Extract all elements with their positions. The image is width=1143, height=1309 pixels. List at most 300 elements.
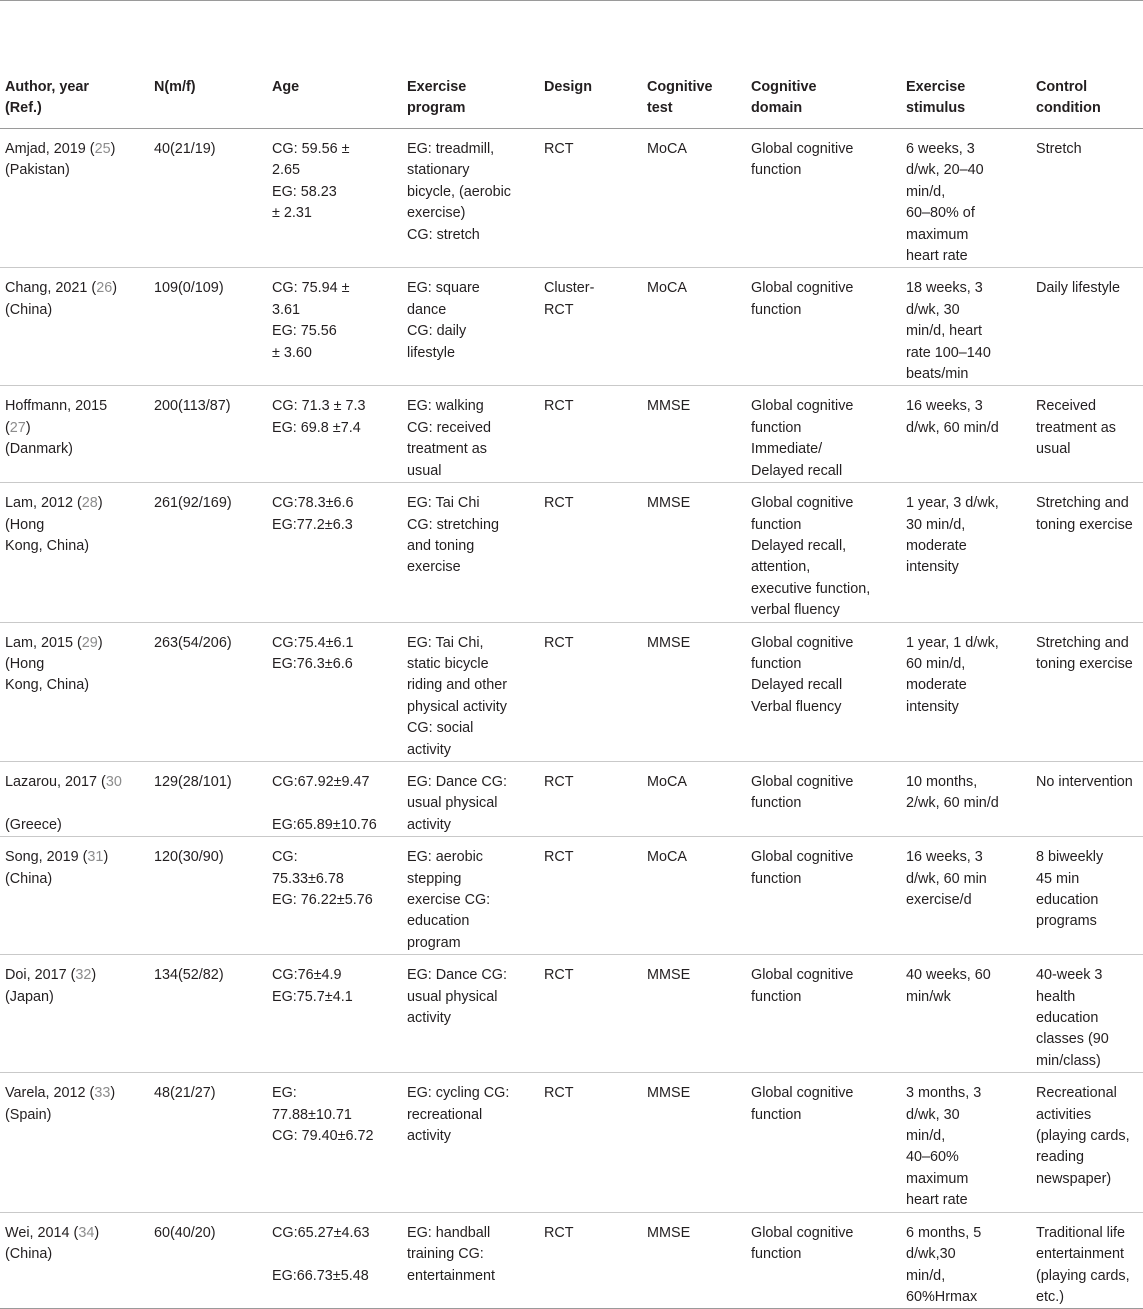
- n-header: [149, 65, 267, 129]
- stimulus-cell: [901, 955, 1031, 1073]
- age-cell-line: EG:: [272, 1085, 297, 1102]
- control-cell-line: Received: [1036, 398, 1096, 415]
- domain-cell-line: Global cognitive: [751, 967, 854, 984]
- stimulus-cell-line: 60%Hrmax: [906, 1288, 978, 1305]
- control-condition-header-line: Control: [1036, 78, 1088, 95]
- control-cell-line: 40-week 3: [1036, 967, 1103, 984]
- program-cell-line: stepping: [407, 870, 462, 887]
- cognitive-domain-header-line: domain: [751, 99, 803, 116]
- program-cell-line: and toning: [407, 537, 475, 554]
- control-cell-line: treatment as: [1036, 419, 1116, 436]
- design-cell: [539, 955, 642, 1073]
- domain-cell-line: function: [751, 419, 802, 436]
- age-cell-line: EG: 69.8 ±7.4: [272, 419, 361, 436]
- test-cell: MoCA: [642, 837, 746, 955]
- program-cell-line: physical activity: [407, 698, 507, 715]
- control-cell: [1031, 837, 1143, 955]
- control-cell-line: 45 min: [1036, 870, 1080, 887]
- program-cell-line: exercise: [407, 559, 461, 576]
- age-cell-line: CG:67.92±9.47: [272, 773, 370, 790]
- stimulus-cell-line: min/d,: [906, 1267, 946, 1284]
- cognitive-test-header-line: Cognitive: [647, 78, 713, 95]
- age-cell-line: EG:77.2±6.3: [272, 516, 353, 533]
- design-cell: [539, 129, 642, 268]
- domain-cell-line: Immediate/: [751, 441, 823, 458]
- author-location-line: (Spain): [5, 1106, 52, 1123]
- control-cell-line: (playing cards,: [1036, 1267, 1130, 1284]
- control-cell-line: entertainment: [1036, 1246, 1124, 1263]
- cognitive-test-header-line: test: [647, 99, 673, 116]
- table-body: [0, 129, 1143, 1309]
- program-cell-line: stationary: [407, 162, 470, 179]
- author-location-line: Kong, China): [5, 537, 89, 554]
- program-cell-line: EG: Dance CG:: [407, 773, 507, 790]
- control-cell-line: reading: [1036, 1149, 1085, 1166]
- test-cell: MMSE: [642, 1212, 746, 1309]
- stimulus-cell-line: min/d,: [906, 183, 946, 200]
- stimulus-cell: [901, 268, 1031, 386]
- age-cell-line: EG:66.73±5.48: [272, 1267, 369, 1284]
- program-cell-line: exercise CG:: [407, 892, 491, 908]
- stimulus-cell-line: 6 weeks, 3: [906, 141, 975, 157]
- program-cell: [402, 129, 539, 268]
- control-cell-line: min/class): [1036, 1052, 1101, 1069]
- domain-cell: [746, 1212, 901, 1309]
- design-header: [539, 65, 642, 129]
- stimulus-cell-line: d/wk,30: [906, 1246, 956, 1263]
- domain-cell: [746, 1073, 901, 1212]
- program-cell: [402, 837, 539, 955]
- control-cell-line: classes (90: [1036, 1031, 1109, 1048]
- design-cell: [539, 622, 642, 761]
- design-cell-line: RCT: [544, 1224, 574, 1241]
- domain-cell-line: Global cognitive: [751, 1224, 854, 1241]
- exercise-program-header-line: Exercise: [407, 78, 467, 95]
- program-cell-line: EG: Tai Chi: [407, 495, 480, 512]
- author-cell: Song, 2019 (31) (China): [0, 837, 149, 955]
- stimulus-cell-line: 1 year, 1 d/wk,: [906, 634, 999, 651]
- program-cell-line: EG: aerobic: [407, 849, 483, 866]
- stimulus-cell-line: min/d, heart: [906, 323, 982, 340]
- test-cell: MoCA: [642, 761, 746, 836]
- program-cell: [402, 955, 539, 1073]
- author-cell: Lam, 2015 (29) (Hong Kong, China): [0, 622, 149, 761]
- control-cell-line: 8 biweekly: [1036, 849, 1104, 866]
- stimulus-cell-line: d/wk, 30: [906, 301, 960, 318]
- author-cell: [0, 761, 149, 836]
- age-cell-line: EG: 75.56: [272, 323, 337, 340]
- exercise-stimulus-header: [901, 65, 1031, 129]
- program-cell-line: dance: [407, 301, 447, 318]
- table-row: [0, 483, 1143, 622]
- age-cell-line: ± 3.60: [272, 344, 312, 361]
- program-cell-line: usual physical: [407, 795, 498, 812]
- author-cell: Lam, 2012 (28) (Hong Kong, China): [0, 483, 149, 622]
- table-row: [0, 622, 1143, 761]
- control-cell-line: activities: [1036, 1106, 1092, 1123]
- test-cell: MMSE: [642, 622, 746, 761]
- author-location-line: (China): [5, 301, 53, 318]
- design-cell-line: RCT: [544, 1085, 574, 1102]
- stimulus-cell: [901, 129, 1031, 268]
- stimulus-cell-line: 3 months, 3: [906, 1085, 982, 1102]
- control-cell: [1031, 386, 1143, 483]
- author-cell: Doi, 2017 (32) (Japan): [0, 955, 149, 1073]
- domain-cell-line: function: [751, 1246, 802, 1263]
- domain-cell: [746, 268, 901, 386]
- reference-link[interactable]: 28: [81, 495, 98, 512]
- program-cell-line: EG: handball: [407, 1224, 491, 1241]
- n-cell: 60(40/20): [149, 1212, 267, 1309]
- program-cell-line: activity: [407, 1010, 451, 1027]
- stimulus-cell-line: intensity: [906, 698, 959, 715]
- control-cell: [1031, 483, 1143, 622]
- control-condition-header: [1031, 65, 1143, 129]
- stimulus-cell: [901, 761, 1031, 836]
- stimulus-cell-line: 18 weeks, 3: [906, 280, 983, 297]
- author-year-header: [0, 65, 149, 129]
- age-cell: [267, 955, 402, 1073]
- stimulus-cell-line: 16 weeks, 3: [906, 398, 983, 415]
- program-cell-line: lifestyle: [407, 344, 455, 361]
- control-cell: [1031, 955, 1143, 1073]
- n-cell: 261(92/169): [149, 483, 267, 622]
- control-condition-header-line: condition: [1036, 99, 1101, 116]
- table-row: [0, 1073, 1143, 1212]
- test-cell: MoCA: [642, 129, 746, 268]
- author-location-line: (Japan): [5, 988, 54, 1005]
- test-cell: MMSE: [642, 483, 746, 622]
- control-cell: [1031, 129, 1143, 268]
- control-cell-line: No intervention: [1036, 773, 1133, 790]
- control-cell-line: etc.): [1036, 1288, 1064, 1305]
- stimulus-cell-line: maximum: [906, 1170, 969, 1187]
- design-cell: [539, 1212, 642, 1309]
- domain-cell-line: Global cognitive: [751, 1085, 854, 1102]
- control-cell: [1031, 622, 1143, 761]
- program-cell-line: CG: received: [407, 419, 491, 436]
- domain-cell: [746, 129, 901, 268]
- reference-link[interactable]: 29: [81, 634, 98, 651]
- cognitive-domain-header: [746, 65, 901, 129]
- control-cell-line: programs: [1036, 913, 1097, 930]
- control-cell-line: education: [1036, 1010, 1099, 1027]
- table-row: [0, 129, 1143, 268]
- age-cell: [267, 268, 402, 386]
- stimulus-cell-line: maximum: [906, 226, 969, 243]
- program-cell-line: EG: Tai Chi,: [407, 634, 484, 651]
- control-cell-line: Traditional life: [1036, 1224, 1126, 1241]
- header-row: [0, 65, 1143, 129]
- stimulus-cell-line: 16 weeks, 3: [906, 849, 983, 866]
- domain-cell: [746, 955, 901, 1073]
- reference-link[interactable]: 33: [94, 1085, 111, 1102]
- domain-cell-line: Global cognitive: [751, 280, 854, 297]
- program-cell-line: bicycle, (aerobic: [407, 183, 511, 200]
- author-location-line: (Pakistan): [5, 162, 70, 179]
- exercise-stimulus-header-line: stimulus: [906, 99, 966, 116]
- age-cell-line: 75.33±6.78: [272, 870, 344, 887]
- design-cell-line: RCT: [544, 301, 574, 318]
- domain-cell-line: executive function,: [751, 580, 871, 597]
- program-cell-line: EG: walking: [407, 398, 484, 415]
- age-cell: [267, 837, 402, 955]
- age-cell-line: CG: 79.40±6.72: [272, 1128, 374, 1145]
- author-cell: Chang, 2021 (26) (China): [0, 268, 149, 386]
- author-name: Amjad, 2019 (: [5, 141, 95, 157]
- stimulus-cell-line: rate 100–140: [906, 344, 991, 361]
- author-year-header-line: Author, year: [5, 78, 89, 95]
- author-location-line: (China): [5, 1246, 53, 1263]
- n-cell: 263(54/206): [149, 622, 267, 761]
- program-cell-line: CG: stretching: [407, 516, 499, 533]
- author-location-line: (Hong: [5, 655, 45, 672]
- control-cell-line: health: [1036, 988, 1076, 1005]
- n-cell: 200(113/87): [149, 386, 267, 483]
- author-cell: Hoffmann, 2015 (27) (Danmark): [0, 386, 149, 483]
- exercise-program-header-line: program: [407, 99, 466, 116]
- stimulus-cell-line: exercise/d: [906, 892, 972, 908]
- stimulus-cell-line: heart rate: [906, 248, 968, 265]
- program-cell: [402, 483, 539, 622]
- cognitive-domain-header-line: Cognitive: [751, 78, 817, 95]
- stimulus-cell-line: 40–60%: [906, 1149, 959, 1166]
- stimulus-cell-line: intensity: [906, 559, 959, 576]
- stimulus-cell: [901, 483, 1031, 622]
- author-cell: Amjad, 2019 (25) (Pakistan): [0, 129, 149, 268]
- age-cell-line: CG: 71.3 ± 7.3: [272, 398, 366, 415]
- reference-link[interactable]: 25: [94, 141, 111, 157]
- author-name: Doi, 2017 (: [5, 967, 76, 984]
- test-cell: MMSE: [642, 386, 746, 483]
- domain-cell-line: function: [751, 988, 802, 1005]
- design-cell-line: RCT: [544, 967, 574, 984]
- program-cell-line: CG: social: [407, 720, 474, 737]
- table-row: [0, 837, 1143, 955]
- stimulus-cell-line: min/wk: [906, 988, 951, 1005]
- control-cell-line: Recreational: [1036, 1085, 1117, 1102]
- design-cell-line: RCT: [544, 849, 574, 866]
- age-cell-line: EG: 76.22±5.76: [272, 892, 373, 908]
- domain-cell-line: function: [751, 301, 802, 318]
- author-name: Varela, 2012 (: [5, 1085, 95, 1102]
- control-cell: [1031, 1073, 1143, 1212]
- control-cell: [1031, 1212, 1143, 1309]
- domain-cell-line: Global cognitive: [751, 773, 854, 790]
- control-cell-line: Daily lifestyle: [1036, 280, 1120, 297]
- age-cell-line: CG:75.4±6.1: [272, 634, 354, 651]
- table-row: [0, 955, 1143, 1073]
- program-cell-line: EG: Dance CG:: [407, 967, 507, 984]
- design-cell-line: RCT: [544, 773, 574, 790]
- reference-link[interactable]: 26: [96, 280, 113, 297]
- stimulus-cell-line: d/wk, 20–40: [906, 162, 984, 179]
- author-name: Chang, 2021 (: [5, 280, 97, 297]
- age-cell: [267, 1212, 402, 1309]
- domain-cell-line: function: [751, 655, 802, 672]
- stimulus-cell-line: min/d,: [906, 1128, 946, 1145]
- design-cell-line: RCT: [544, 495, 574, 512]
- author-name: Lam, 2012 (: [5, 495, 82, 512]
- test-cell: MMSE: [642, 955, 746, 1073]
- program-cell-line: education: [407, 913, 470, 930]
- design-header-line: Design: [544, 78, 592, 95]
- program-cell-line: static bicycle: [407, 655, 489, 672]
- age-cell-line: CG:: [272, 849, 298, 866]
- exercise-program-header: [402, 65, 539, 129]
- reference-link[interactable]: 30: [105, 773, 122, 790]
- stimulus-cell-line: 2/wk, 60 min/d: [906, 795, 999, 812]
- n-cell: 129(28/101): [149, 761, 267, 836]
- n-cell: 120(30/90): [149, 837, 267, 955]
- exercise-stimulus-header-line: Exercise: [906, 78, 966, 95]
- domain-cell-line: function: [751, 162, 802, 179]
- program-cell: [402, 761, 539, 836]
- author-location-line: (Danmark): [5, 441, 73, 458]
- domain-cell-line: Delayed recall: [751, 462, 843, 479]
- program-cell-line: exercise): [407, 205, 466, 222]
- control-cell: [1031, 268, 1143, 386]
- control-cell-line: Stretching and: [1036, 634, 1129, 651]
- program-cell-line: CG: daily: [407, 323, 467, 340]
- stimulus-cell-line: 6 months, 5: [906, 1224, 982, 1241]
- reference-link[interactable]: 32: [75, 967, 92, 984]
- age-cell: [267, 1073, 402, 1212]
- domain-cell: [746, 837, 901, 955]
- control-cell: [1031, 761, 1143, 836]
- domain-cell: [746, 386, 901, 483]
- stimulus-cell-line: moderate: [906, 677, 967, 694]
- control-cell-line: (playing cards,: [1036, 1128, 1130, 1145]
- age-cell-line: [272, 1244, 402, 1265]
- program-cell-line: recreational: [407, 1106, 483, 1123]
- design-cell-line: RCT: [544, 398, 574, 415]
- age-cell-line: CG:78.3±6.6: [272, 495, 354, 512]
- domain-cell: [746, 761, 901, 836]
- domain-cell-line: function: [751, 1106, 802, 1123]
- stimulus-cell-line: d/wk, 60 min/d: [906, 419, 999, 436]
- program-cell-line: riding and other: [407, 677, 508, 694]
- table-row: [0, 1212, 1143, 1309]
- program-cell-line: EG: cycling CG:: [407, 1085, 510, 1102]
- program-cell-line: program: [407, 934, 461, 951]
- reference-link[interactable]: 31: [87, 849, 104, 866]
- age-cell-line: ± 2.31: [272, 205, 312, 222]
- program-cell-line: EG: treadmill,: [407, 141, 495, 157]
- age-cell: [267, 386, 402, 483]
- author-year-header-line: (Ref.): [5, 99, 42, 116]
- age-cell-line: CG: 59.56 ±: [272, 141, 350, 157]
- stimulus-cell-line: 30 min/d,: [906, 516, 966, 533]
- program-cell-line: EG: square: [407, 280, 480, 297]
- program-cell: [402, 622, 539, 761]
- domain-cell-line: attention,: [751, 559, 811, 576]
- control-cell-line: toning exercise: [1036, 655, 1133, 672]
- stimulus-cell-line: d/wk, 60 min: [906, 870, 987, 887]
- program-cell: [402, 1073, 539, 1212]
- stimulus-cell: [901, 1073, 1031, 1212]
- stimulus-cell-line: beats/min: [906, 366, 969, 383]
- control-cell-line: toning exercise: [1036, 516, 1133, 533]
- table-row: [0, 761, 1143, 836]
- test-cell: MMSE: [642, 1073, 746, 1212]
- design-cell: [539, 837, 642, 955]
- author-name: Wei, 2014 (: [5, 1224, 79, 1241]
- age-cell-line: EG:75.7±4.1: [272, 988, 353, 1005]
- design-cell: [539, 386, 642, 483]
- n-cell: 40(21/19): [149, 129, 267, 268]
- reference-link[interactable]: 34: [78, 1224, 95, 1241]
- domain-cell-line: function: [751, 870, 802, 887]
- author-name: Lazarou, 2017 (: [5, 773, 106, 790]
- program-cell: [402, 386, 539, 483]
- author-location-line: Kong, China): [5, 677, 89, 694]
- age-cell-line: 2.65: [272, 162, 301, 179]
- age-cell: [267, 761, 402, 836]
- domain-cell-line: Verbal fluency: [751, 698, 842, 715]
- author-name: Song, 2019 (: [5, 849, 88, 866]
- domain-cell-line: Global cognitive: [751, 849, 854, 866]
- control-cell-line: Stretching and: [1036, 495, 1129, 512]
- age-header-line: Age: [272, 78, 300, 95]
- stimulus-cell-line: 40 weeks, 60: [906, 967, 991, 984]
- design-cell: [539, 761, 642, 836]
- program-cell-line: training CG:: [407, 1246, 484, 1263]
- domain-cell-line: function: [751, 516, 802, 533]
- program-cell-line: usual physical: [407, 988, 498, 1005]
- reference-link[interactable]: 27: [9, 419, 26, 436]
- cognitive-test-header: [642, 65, 746, 129]
- author-cell: Varela, 2012 (33) (Spain): [0, 1073, 149, 1212]
- age-cell-line: 3.61: [272, 301, 301, 318]
- age-cell-line: 77.88±10.71: [272, 1106, 352, 1123]
- domain-cell: [746, 483, 901, 622]
- age-cell: [267, 483, 402, 622]
- author-name: Lam, 2015 (: [5, 634, 82, 651]
- program-cell: [402, 1212, 539, 1309]
- age-cell-line: EG:65.89±10.76: [272, 816, 377, 833]
- program-cell-line: activity: [407, 1128, 451, 1145]
- age-cell-line: CG:65.27±4.63: [272, 1224, 370, 1241]
- n-cell: 48(21/27): [149, 1073, 267, 1212]
- author-name: Hoffmann, 2015: [5, 398, 108, 415]
- stimulus-cell-line: moderate: [906, 537, 967, 554]
- n-cell: 134(52/82): [149, 955, 267, 1073]
- table-header: [0, 1, 1143, 129]
- control-cell-line: usual: [1036, 441, 1071, 458]
- design-cell: [539, 483, 642, 622]
- n-cell: 109(0/109): [149, 268, 267, 386]
- domain-cell-line: function: [751, 795, 802, 812]
- domain-cell-line: verbal fluency: [751, 602, 840, 619]
- design-cell-line: RCT: [544, 634, 574, 651]
- stimulus-cell-line: 60–80% of: [906, 205, 975, 222]
- design-cell: [539, 268, 642, 386]
- stimulus-cell: [901, 837, 1031, 955]
- stimulus-cell-line: d/wk, 30: [906, 1106, 960, 1123]
- author-location-line: (Hong: [5, 516, 45, 533]
- stimulus-cell-line: heart rate: [906, 1192, 968, 1209]
- age-cell-line: [272, 793, 402, 814]
- age-header: [267, 65, 402, 129]
- author-location-line: (Greece): [5, 816, 62, 833]
- program-cell-line: usual: [407, 462, 442, 479]
- program-cell-line: CG: stretch: [407, 226, 480, 243]
- domain-cell: [746, 622, 901, 761]
- table-row: [0, 386, 1143, 483]
- stimulus-cell-line: 10 months,: [906, 773, 978, 790]
- table-row: [0, 268, 1143, 386]
